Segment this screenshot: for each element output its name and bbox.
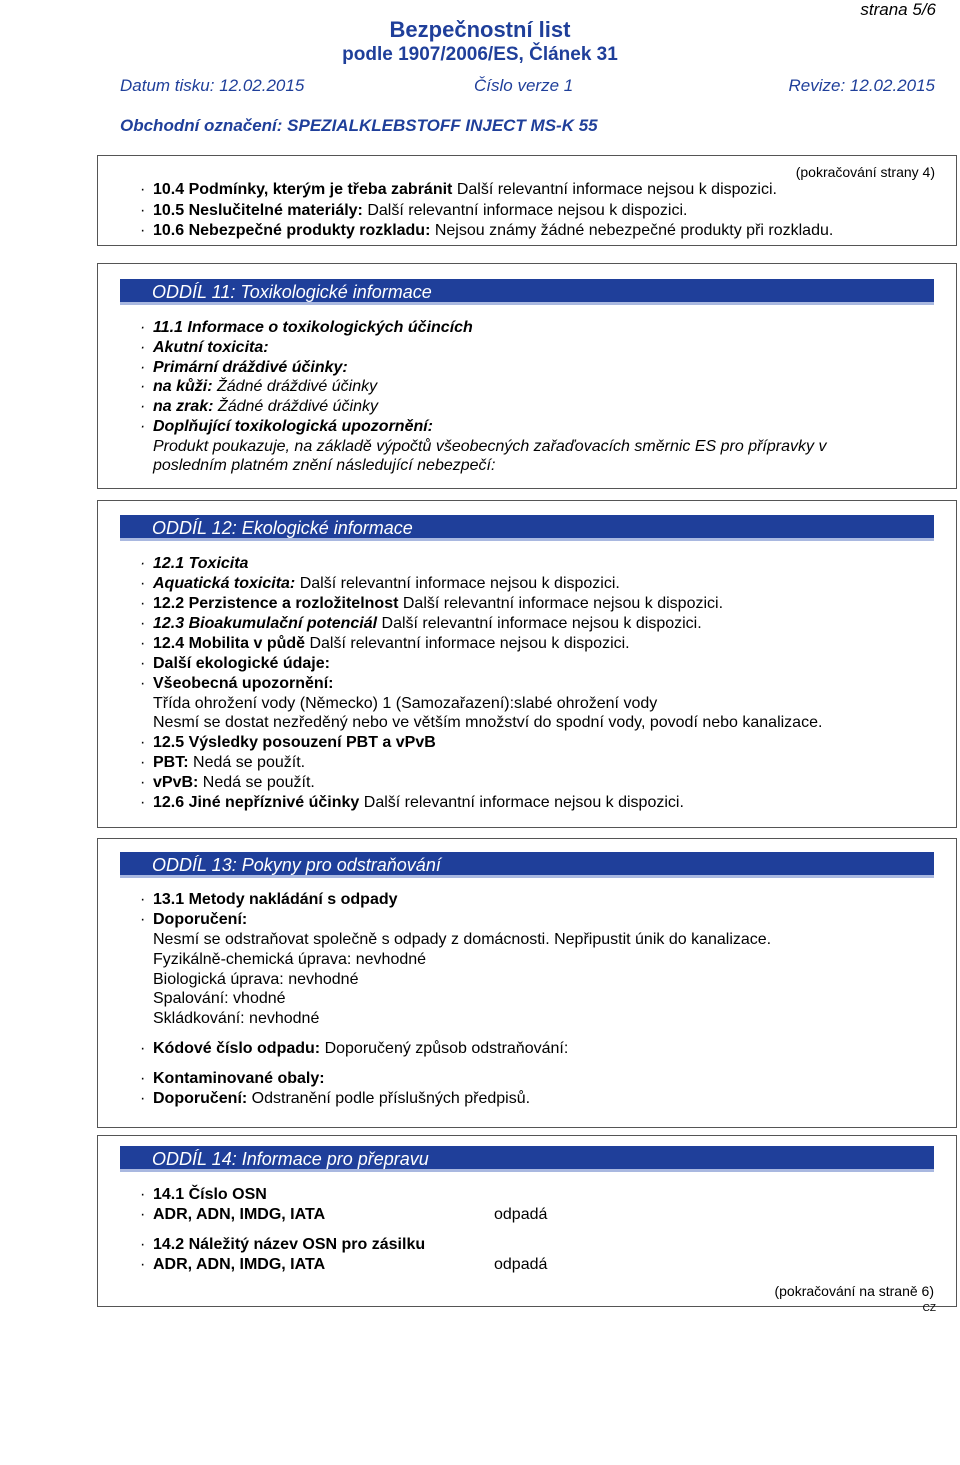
line-12-5: · 12.5 Výsledky posouzení PBT a vPvB xyxy=(140,734,436,751)
line-other-eco: · Další ekologické údaje: xyxy=(140,655,330,672)
continued-on: (pokračování na straně 6) xyxy=(774,1283,934,1299)
section-12-title: ODDÍL 12: Ekologické informace xyxy=(120,515,934,541)
paragraph-13-1: Nesmí se odstraňovat společně s odpady z domácnosti. Nepřipustit únik do kanalizace. xyxy=(153,931,772,948)
document-subtitle: podle 1907/2006/ES, Článek 31 xyxy=(342,44,618,65)
line-skin: · na kůži: Žádné dráždivé účinky xyxy=(140,378,378,395)
paragraph-13-3: Biologická úprava: nevhodné xyxy=(153,971,359,988)
line-vpvb: · vPvB: Nedá se použít. xyxy=(140,774,315,791)
line-14-1: · 14.1 Číslo OSN xyxy=(140,1186,267,1203)
line-10-6: · 10.6 Nebezpečné produkty rozkladu: Nejsou známy žádné nebezpečné produkty při rozkladu. xyxy=(140,222,834,239)
page-number: strana 5/6 xyxy=(860,0,936,19)
line-13-1: · 13.1 Metody nakládání s odpady xyxy=(140,891,398,908)
line-12-1: · 12.1 Toxicita xyxy=(140,555,249,572)
line-12-3: · 12.3 Bioakumulační potenciál Další relevantní informace nejsou k dispozici. xyxy=(140,615,702,632)
paragraph-12-2: Nesmí se dostat nezředěný nebo ve větším množství do spodní vody, povodí nebo kanalizace. xyxy=(153,714,823,731)
version-number: Číslo verze 1 xyxy=(474,76,574,95)
line-12-2: · 12.2 Perzistence a rozložitelnost Další relevantní informace nejsou k dispozici. xyxy=(140,595,724,612)
line-14-1-transport: · ADR, ADN, IMDG, IATA xyxy=(140,1206,326,1223)
continued-from: (pokračování strany 4) xyxy=(795,164,935,180)
line-10-4: · 10.4 Podmínky, kterým je třeba zabránit Další relevantní informace nejsou k dispozici. xyxy=(140,181,777,198)
line-14-2-transport: · ADR, ADN, IMDG, IATA xyxy=(140,1256,326,1273)
line-general-notes: · Všeobecná upozornění: xyxy=(140,675,334,692)
line-11-1: · 11.1 Informace o toxikologických účincích xyxy=(140,319,473,336)
section-13-title: ODDÍL 13: Pokyny pro odstraňování xyxy=(120,852,934,878)
language-code: CZ xyxy=(922,1303,936,1314)
line-10-5: · 10.5 Neslučitelné materiály: Další relevantní informace nejsou k dispozici. xyxy=(140,202,688,219)
line-acute-toxicity: · Akutní toxicita: xyxy=(140,339,269,356)
paragraph-11-1: Produkt poukazuje, na základě výpočtů všeobecných zařaďovacích směrnic ES pro přípravky v xyxy=(153,438,827,455)
line-pbt: · PBT: Nedá se použít. xyxy=(140,754,306,771)
line-12-6: · 12.6 Jiné nepříznivé účinky Další relevantní informace nejsou k dispozici. xyxy=(140,794,684,811)
paragraph-11-2: posledním platném znění následující nebezpečí: xyxy=(153,457,496,474)
line-contaminated-packaging: · Kontaminované obaly: xyxy=(140,1070,325,1087)
print-date: Datum tisku: 12.02.2015 xyxy=(120,76,305,95)
line-eyes: · na zrak: Žádné dráždivé účinky xyxy=(140,398,378,415)
line-additional-info: · Doplňující toxikologická upozornění: xyxy=(140,418,434,435)
line-aquatic: · Aquatická toxicita: Další relevantní informace nejsou k dispozici. xyxy=(140,575,620,592)
trade-name: Obchodní označení: SPEZIALKLEBSTOFF INJECT MS-K 55 xyxy=(120,116,598,135)
line-12-4: · 12.4 Mobilita v půdě Další relevantní informace nejsou k dispozici. xyxy=(140,635,630,652)
line-primary-irritation: · Primární dráždivé účinky: xyxy=(140,359,348,376)
document-title: Bezpečnostní list xyxy=(389,17,571,42)
section-11-title: ODDÍL 11: Toxikologické informace xyxy=(120,279,934,305)
value-14-2: odpadá xyxy=(494,1256,548,1273)
line-recommendation-2: · Doporučení: Odstranění podle příslušných předpisů. xyxy=(140,1090,531,1107)
paragraph-13-2: Fyzikálně-chemická úprava: nevhodné xyxy=(153,951,427,968)
paragraph-12-1: Třída ohrožení vody (Německo) 1 (Samozařazení):slabé ohrožení vody xyxy=(153,695,658,712)
line-recommendation: · Doporučení: xyxy=(140,911,248,928)
paragraph-13-4: Spalování: vhodné xyxy=(153,990,286,1007)
paragraph-13-5: Skládkování: nevhodné xyxy=(153,1010,320,1027)
value-14-1: odpadá xyxy=(494,1206,548,1223)
line-waste-code: · Kódové číslo odpadu: Doporučený způsob odstraňování: xyxy=(140,1040,569,1057)
section-14-title: ODDÍL 14: Informace pro přepravu xyxy=(120,1146,934,1172)
line-14-2: · 14.2 Náležitý název OSN pro zásilku xyxy=(140,1236,426,1253)
revision-date: Revize: 12.02.2015 xyxy=(788,76,935,95)
